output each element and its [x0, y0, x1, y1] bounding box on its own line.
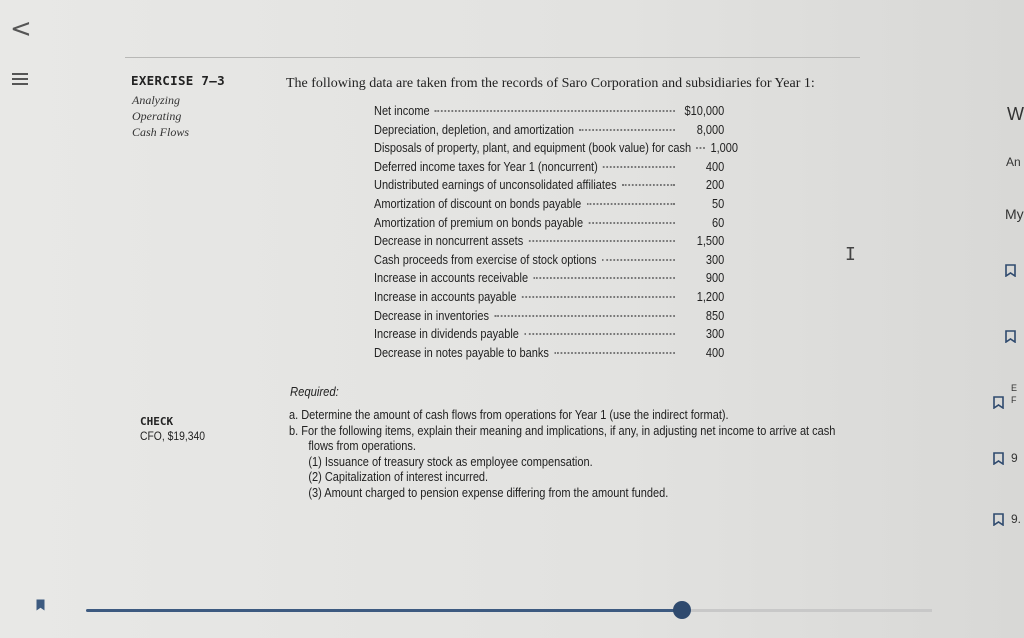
item-value: 300 — [705, 327, 725, 342]
item-label: Amortization of premium on bonds payable — [374, 215, 584, 230]
requirement-a: a. Determine the amount of cash flows from operations for Year 1 (use the indirect format). — [289, 408, 729, 422]
list-item — [374, 123, 724, 142]
requirements — [289, 408, 836, 501]
list-item — [374, 327, 724, 346]
item-label: Increase in dividends payable — [374, 327, 519, 342]
item-label: Increase in accounts payable — [374, 289, 517, 304]
list-item — [374, 290, 724, 309]
sidebar-item-ef[interactable]: E F — [1011, 383, 1018, 405]
bookmark-filled-icon[interactable] — [36, 599, 45, 611]
item-value: 8,000 — [696, 122, 725, 137]
hamburger-menu-icon[interactable] — [12, 70, 30, 88]
list-item — [374, 271, 724, 290]
list-item — [374, 104, 724, 123]
back-chevron-icon[interactable]: < — [10, 14, 32, 44]
item-label: Undistributed earnings of unconsolidated affiliates — [374, 178, 617, 193]
right-sidebar — [985, 0, 1024, 638]
check-value: CFO, $19,340 — [140, 431, 206, 443]
list-item — [374, 309, 724, 328]
intro-text: The following data are taken from the records of Saro Corporation and subsidiaries for Year 1: — [286, 76, 815, 91]
progress-fill — [86, 609, 682, 612]
progress-track — [682, 609, 932, 612]
requirement-b2: (2) Capitalization of interest incurred. — [308, 470, 489, 484]
leader-dots — [587, 203, 675, 205]
check-label: CHECK — [140, 415, 174, 428]
item-value: 400 — [705, 345, 725, 360]
leader-dots — [602, 259, 675, 261]
text-cursor-icon: I — [845, 244, 856, 265]
list-item — [374, 141, 739, 160]
list-item — [374, 253, 724, 272]
item-label: Net income — [374, 104, 430, 118]
list-item — [374, 346, 724, 365]
item-label: Disposals of property, plant, and equipment (book value) for cash — [374, 141, 692, 156]
item-value: 1,500 — [696, 234, 725, 249]
leader-dots — [494, 315, 675, 317]
leader-dots — [579, 129, 675, 131]
subtitle-line: Analyzing — [132, 93, 180, 107]
leader-dots — [696, 147, 705, 149]
subtitle-line: Cash Flows — [132, 125, 190, 139]
leader-dots — [435, 110, 675, 112]
divider — [125, 57, 860, 58]
leader-dots — [522, 296, 675, 298]
leader-dots — [528, 240, 674, 242]
list-item — [374, 160, 724, 179]
bookmark-icon[interactable] — [1005, 264, 1016, 277]
item-label: Decrease in inventories — [374, 308, 489, 323]
item-value: 50 — [712, 196, 725, 211]
requirement-b-cont: flows from operations. — [308, 439, 416, 453]
item-label: Depreciation, depletion, and amortization — [374, 122, 574, 137]
progress-slider-handle[interactable] — [673, 601, 691, 619]
requirement-b3: (3) Amount charged to pension expense differing from the amount funded. — [308, 485, 669, 500]
item-value: 900 — [705, 271, 725, 286]
leader-dots — [524, 333, 675, 335]
item-value: 300 — [705, 252, 725, 267]
requirement-b: b. For the following items, explain their meaning and implications, if any, in adjusting net income to arrive at cash — [289, 423, 836, 438]
subtitle-line: Operating — [132, 109, 182, 123]
item-label: Decrease in notes payable to banks — [374, 345, 549, 360]
sidebar-item-my[interactable]: My — [1005, 206, 1024, 222]
item-value: 1,200 — [696, 289, 725, 304]
item-value: 60 — [712, 215, 725, 230]
item-value: 1,000 — [710, 141, 739, 156]
item-value: 200 — [705, 178, 725, 193]
item-value: 400 — [705, 159, 725, 174]
list-item — [374, 216, 724, 235]
list-item — [374, 178, 724, 197]
item-value: $10,000 — [684, 104, 725, 118]
item-label: Increase in accounts receivable — [374, 271, 529, 286]
item-label: Cash proceeds from exercise of stock options — [374, 252, 597, 267]
item-value: 850 — [705, 308, 725, 323]
leader-dots — [622, 184, 675, 186]
exercise-heading: EXERCISE 7–3 — [131, 73, 225, 88]
leader-dots — [603, 166, 675, 168]
sidebar-item-w[interactable]: W — [1007, 104, 1024, 124]
bookmark-icon[interactable] — [993, 452, 1004, 465]
list-item — [374, 234, 724, 253]
bookmark-icon[interactable] — [1005, 330, 1016, 343]
sidebar-item-an[interactable]: An — [1006, 155, 1021, 169]
requirement-b1: (1) Issuance of treasury stock as employee compensation. — [308, 454, 593, 469]
data-list — [374, 104, 739, 364]
leader-dots — [533, 277, 675, 279]
exercise-subtitle — [132, 92, 189, 140]
leader-dots — [588, 222, 675, 224]
sidebar-item-9[interactable]: 9 — [1011, 451, 1018, 465]
bookmark-icon[interactable] — [993, 513, 1004, 526]
leader-dots — [554, 352, 675, 354]
item-label: Decrease in noncurrent assets — [374, 234, 524, 249]
bookmark-icon[interactable] — [993, 396, 1004, 409]
item-label: Amortization of discount on bonds payable — [374, 196, 582, 211]
sidebar-item-9-dot[interactable]: 9. — [1011, 512, 1022, 526]
item-label: Deferred income taxes for Year 1 (noncurrent) — [374, 159, 598, 174]
list-item — [374, 197, 724, 216]
required-heading: Required: — [290, 385, 339, 399]
